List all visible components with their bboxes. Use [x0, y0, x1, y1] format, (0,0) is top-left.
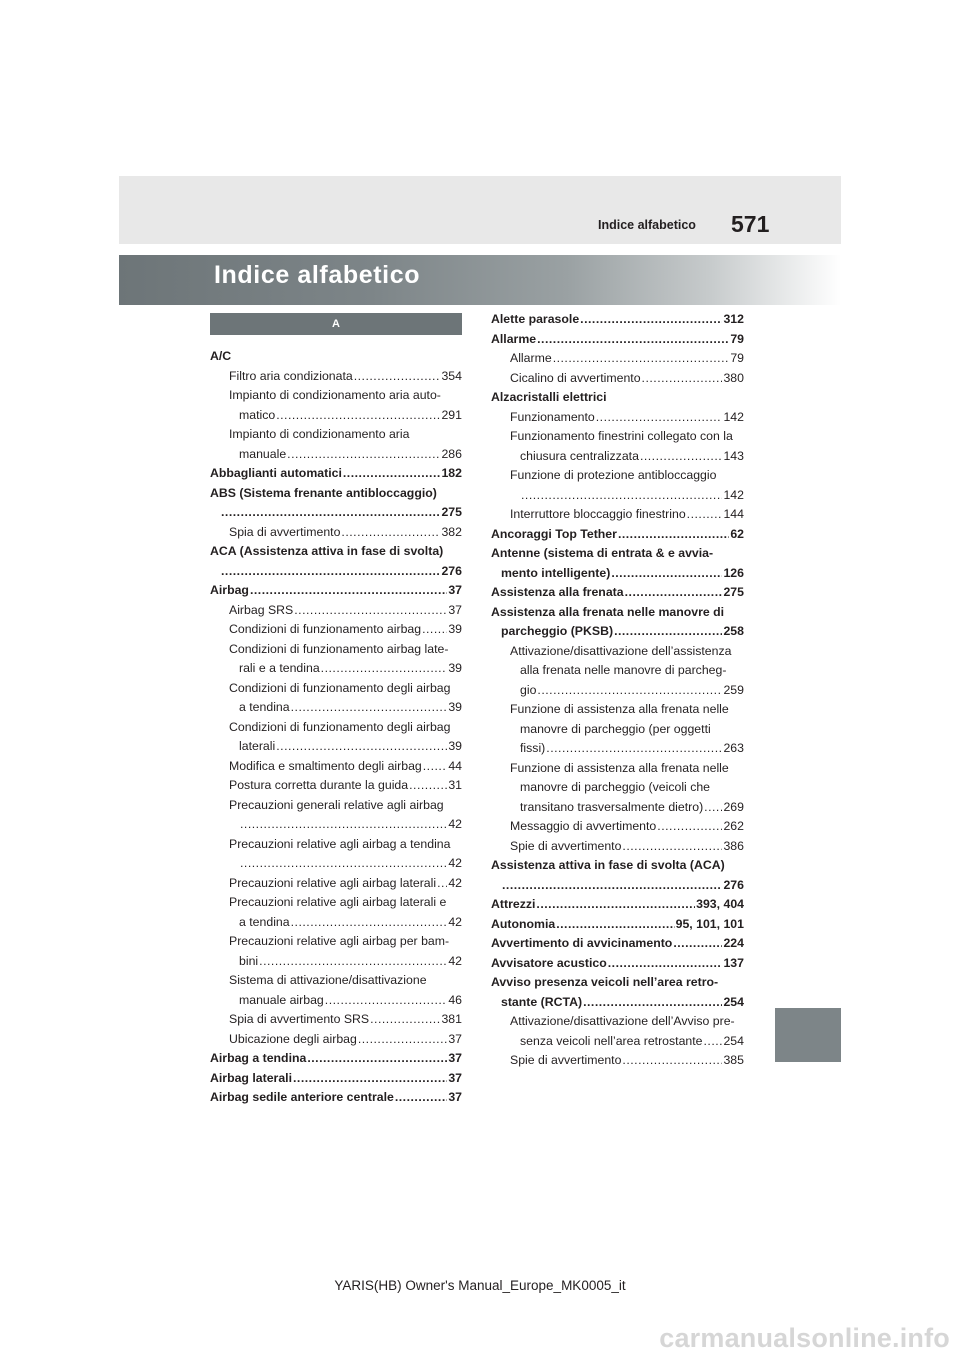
dot-leader [294, 601, 447, 621]
index-entry [491, 544, 744, 583]
index-entry-page: 42 [448, 875, 462, 890]
index-entry-page: 254 [723, 1033, 744, 1048]
index-entry [491, 369, 744, 389]
index-entry-page: 275 [441, 505, 462, 519]
index-entry-text: Messaggio di avvertimento [510, 819, 657, 833]
index-entry [210, 386, 462, 425]
index-entry-page: 381 [441, 1012, 462, 1026]
index-entry-page: 276 [723, 877, 744, 892]
index-entry [491, 837, 744, 857]
index-entry-page: 37 [448, 1090, 462, 1104]
dot-leader [556, 915, 674, 935]
dot-leader [583, 993, 722, 1013]
dot-leader [622, 1051, 722, 1071]
index-entry [491, 408, 744, 428]
page-number: 571 [731, 211, 770, 237]
index-entry-text: alla frenata nelle manovre di parcheg- [520, 663, 727, 677]
dot-leader [625, 583, 723, 603]
index-entry [210, 601, 462, 621]
index-entry-text: Avvisatore acustico [491, 955, 607, 970]
dot-leader [240, 854, 447, 874]
index-entry-text: Precauzioni relative agli airbag laterali e [229, 895, 447, 909]
index-entry [210, 796, 462, 835]
index-entry-page: 312 [723, 312, 744, 326]
index-entry-text: Attrezzi [491, 897, 536, 911]
index-entry-text: senza veicoli nell’area retrostante [520, 1033, 703, 1048]
index-entry-text: manuale airbag [239, 992, 324, 1007]
index-entry-page: 259 [723, 682, 744, 697]
index-entry-text: Alette parasole [491, 312, 580, 326]
index-entry [210, 1088, 462, 1108]
index-entry-page: 42 [448, 914, 462, 929]
index-entry-text: Interruttore bloccaggio finestrino [510, 507, 686, 521]
dot-leader [307, 1049, 447, 1069]
watermark: carmanualsonline.info [659, 1323, 950, 1353]
header-section-title: Indice alfabetico [598, 218, 696, 232]
index-entry-page: 42 [448, 856, 462, 870]
dot-leader [580, 310, 722, 330]
index-entry-page: 44 [448, 758, 462, 773]
dot-leader [537, 330, 729, 350]
dot-leader [250, 581, 447, 601]
index-entry-text: Spia di avvertimento [229, 524, 341, 539]
dot-leader [502, 876, 722, 896]
index-entry-page: 37 [448, 583, 462, 597]
index-entry-page: 143 [723, 448, 744, 463]
index-entry-page: 31 [448, 778, 462, 792]
index-entry-page: 37 [448, 1031, 462, 1046]
index-entry-page: 142 [723, 487, 744, 502]
index-entry [210, 1069, 462, 1089]
index-entry-text: gio [520, 682, 537, 697]
index-entry [491, 973, 744, 1012]
index-entry-text: Autonomia [491, 916, 556, 931]
index-entry-text: Funzionamento finestrini collegato con la [510, 429, 733, 443]
index-entry-text: Condizioni di funzionamento airbag [229, 622, 422, 636]
index-entry-text: Alzacristalli elettrici [491, 390, 607, 404]
index-entry-text: Airbag sedile anteriore centrale [210, 1090, 394, 1104]
index-entry-text: Airbag SRS [229, 602, 294, 617]
index-entry-text: Avvertimento di avvicinamento [491, 936, 673, 950]
index-entry-text: Modifica e smaltimento degli airbag [229, 758, 422, 773]
index-entry [491, 349, 744, 369]
dot-leader [354, 367, 441, 387]
dot-leader [657, 817, 722, 837]
index-entry [210, 620, 462, 640]
index-entry [491, 603, 744, 642]
index-entry-text: Spie di avvertimento [510, 838, 622, 853]
dot-leader [291, 698, 448, 718]
index-entry-text: transitano trasversalmente dietro) [520, 799, 704, 814]
dot-leader [614, 622, 722, 642]
index-entry [491, 388, 744, 408]
index-entry [491, 310, 744, 330]
index-entry [210, 893, 462, 932]
dot-leader [673, 934, 722, 954]
index-entry-page: 258 [723, 624, 744, 638]
index-entry-text: Condizioni di funzionamento degli airbag [229, 680, 451, 695]
index-entry [210, 1010, 462, 1030]
index-entry [491, 427, 744, 466]
index-entry [210, 347, 462, 367]
index-entry-text: Ubicazione degli airbag [229, 1031, 357, 1046]
index-entry-page: 39 [448, 622, 462, 636]
dot-leader [370, 1010, 440, 1030]
dot-leader [395, 1088, 447, 1108]
index-entry [210, 464, 462, 484]
index-entry-text: A/C [210, 349, 232, 363]
index-entry-page: 385 [723, 1053, 744, 1067]
index-entry-text: manuale [239, 446, 287, 461]
index-entry [210, 971, 462, 1010]
index-entry-page: 42 [448, 817, 462, 831]
dot-leader [622, 837, 722, 857]
index-entry [210, 484, 462, 523]
index-entry-text: parcheggio (PKSB) [501, 624, 614, 638]
index-entry-text: mento intelligente) [501, 565, 611, 580]
dot-leader [293, 1069, 447, 1089]
index-entry-page: 291 [441, 407, 462, 422]
dot-leader [546, 739, 722, 759]
index-entry-text: matico [239, 407, 276, 422]
dot-leader [596, 408, 723, 428]
index-entry [491, 505, 744, 525]
index-entry [491, 583, 744, 603]
index-entry-page: 79 [730, 331, 744, 346]
dot-leader [536, 895, 695, 915]
index-entry [491, 759, 744, 818]
dot-leader [221, 503, 440, 523]
index-entry-text: Filtro aria condizionata [229, 368, 353, 383]
index-entry [491, 466, 744, 505]
index-column-right [491, 310, 744, 1071]
index-entry-text: Precauzioni generali relative agli airbag [229, 797, 444, 812]
index-entry [491, 1012, 744, 1051]
dot-leader [611, 564, 722, 584]
index-entry [491, 817, 744, 837]
letter-header: A [210, 313, 462, 335]
footer-manual-name: YARIS(HB) Owner's Manual_Europe_MK0005_it [334, 1278, 626, 1293]
index-entry-page: 386 [723, 838, 744, 853]
index-entry [491, 895, 744, 915]
index-entry-text: fissi) [520, 741, 546, 755]
index-entry-page: 42 [448, 953, 462, 968]
index-entry-page: 224 [723, 936, 744, 950]
index-entry [210, 932, 462, 971]
dot-leader [276, 406, 440, 426]
dot-leader [553, 349, 730, 369]
index-entry-text: Assistenza alla frenata nelle manovre di [491, 604, 725, 619]
dot-leader [521, 486, 722, 506]
dot-leader [423, 757, 448, 777]
index-list-left [210, 347, 462, 1108]
index-entry-page: 144 [723, 507, 744, 521]
dot-leader [642, 369, 723, 389]
index-entry-page: 262 [723, 819, 744, 833]
index-entry [210, 367, 462, 387]
index-entry [491, 642, 744, 701]
index-entry-page: 79 [730, 351, 744, 365]
index-entry [210, 1049, 462, 1069]
dot-leader [687, 505, 723, 525]
index-entry [491, 700, 744, 759]
dot-leader [422, 620, 447, 640]
index-entry-page: 37 [448, 602, 462, 617]
page-title: Indice alfabetico [214, 261, 421, 289]
index-entry [491, 934, 744, 954]
index-entry-text: bini [239, 953, 259, 968]
index-entry-text: Condizioni di funzionamento degli airbag [229, 719, 451, 734]
index-entry-page: 95, 101, 101 [675, 916, 744, 931]
index-entry-text: manovre di parcheggio (per oggetti [520, 721, 711, 736]
index-entry-text: Assistenza alla frenata [491, 585, 624, 599]
index-entry-page: 37 [448, 1051, 462, 1065]
dot-leader [704, 1032, 723, 1052]
index-entry-text: a tendina [239, 700, 290, 714]
index-entry-text: Airbag a tendina [210, 1051, 307, 1065]
index-entry-text: Condizioni di funzionamento airbag late- [229, 641, 449, 656]
index-entry [491, 856, 744, 895]
index-entry-text: chiusura centralizzata [520, 448, 639, 463]
index-entry-text: Ancoraggi Top Tether [491, 526, 617, 541]
index-entry-text: ACA (Assistenza attiva in fase di svolta) [210, 544, 444, 558]
index-entry [210, 581, 462, 601]
index-entry-text: Cicalino di avvertimento [510, 370, 641, 385]
index-entry-text: Impianto di condizionamento aria auto- [229, 388, 441, 402]
dot-leader [291, 913, 448, 933]
index-entry-page: 393, 404 [696, 897, 744, 911]
index-entry-text: Funzionamento [510, 409, 595, 424]
index-entry-text: Funzione di protezione antibloccaggio [510, 468, 717, 482]
index-entry [210, 679, 462, 718]
dot-leader [537, 681, 722, 701]
index-side-tab [775, 1008, 841, 1062]
dot-leader [618, 525, 729, 545]
index-entry-page: 142 [723, 409, 744, 424]
index-entry-page: 182 [441, 466, 462, 480]
index-entry-text: stante (RCTA) [501, 994, 583, 1009]
index-entry [210, 640, 462, 679]
index-entry [210, 757, 462, 777]
index-entry-page: 276 [441, 563, 462, 578]
index-entry-text: Allarme [510, 351, 552, 365]
index-entry [491, 915, 744, 935]
index-entry-page: 254 [723, 994, 744, 1009]
index-entry-text: Airbag laterali [210, 1070, 293, 1085]
dot-leader [240, 815, 447, 835]
index-entry-text: Assistenza attiva in fase di svolta (ACA) [491, 858, 725, 872]
index-entry [210, 1030, 462, 1050]
index-entry-text: Abbaglianti automatici [210, 466, 342, 480]
dot-leader [259, 952, 447, 972]
index-entry-page: 263 [723, 741, 744, 755]
index-entry-page: 46 [448, 992, 462, 1007]
dot-leader [343, 464, 441, 484]
dot-leader [358, 1030, 447, 1050]
index-entry-page: 62 [730, 526, 744, 541]
dot-leader [704, 798, 722, 818]
index-entry-page: 137 [723, 955, 744, 970]
index-entry-text: ABS (Sistema frenante antibloccaggio) [210, 485, 437, 500]
dot-leader [608, 954, 723, 974]
index-list-right [491, 310, 744, 1071]
index-entry-text: a tendina [239, 914, 290, 929]
dot-leader [276, 737, 447, 757]
index-entry-text: Postura corretta durante la guida [229, 778, 409, 792]
index-entry-page: 126 [723, 565, 744, 580]
index-entry-text: Impianto di condizionamento aria [229, 427, 410, 441]
index-entry [210, 523, 462, 543]
index-entry-text: Avviso presenza veicoli nell’area retro- [491, 975, 719, 989]
index-entry [491, 954, 744, 974]
index-entry-page: 382 [441, 524, 462, 539]
index-entry-page: 269 [723, 799, 744, 814]
index-entry-page: 286 [441, 446, 462, 461]
index-entry-text: Precauzioni relative agli airbag a tendina [229, 836, 451, 851]
index-entry-page: 39 [448, 700, 462, 714]
index-entry-text: Precauzioni relative agli airbag per bam- [229, 934, 450, 948]
index-entry-page: 380 [723, 370, 744, 385]
index-entry [210, 718, 462, 757]
index-entry-page: 39 [448, 739, 462, 753]
index-entry [210, 542, 462, 581]
index-entry-text: manovre di parcheggio (veicoli che [520, 780, 711, 794]
index-entry-text: Spie di avvertimento [510, 1053, 622, 1067]
index-entry-text: Funzione di assistenza alla frenata nelle [510, 760, 729, 775]
dot-leader [409, 776, 447, 796]
index-entry-text: Precauzioni relative agli airbag laterali [229, 875, 437, 890]
index-entry [210, 835, 462, 874]
index-entry-page: 37 [448, 1070, 462, 1085]
dot-leader [325, 991, 448, 1011]
index-entry-text: Allarme [491, 331, 537, 346]
index-entry-text: Attivazione/disattivazione dell’assistenza [510, 643, 732, 658]
index-entry-page: 39 [448, 661, 462, 675]
index-entry-text: Funzione di assistenza alla frenata nelle [510, 702, 729, 716]
index-entry-text: Attivazione/disattivazione dell’Avviso pre- [510, 1014, 735, 1028]
index-entry [491, 1051, 744, 1071]
dot-leader [341, 523, 440, 543]
index-entry-page: 275 [723, 585, 744, 599]
index-entry-text: Airbag [210, 583, 249, 597]
index-entry [210, 874, 462, 894]
dot-leader [437, 874, 447, 894]
dot-leader [221, 562, 440, 582]
index-entry [491, 330, 744, 350]
dot-leader [640, 447, 723, 467]
index-entry-text: laterali [239, 739, 276, 753]
dot-leader [287, 445, 440, 465]
index-entry [210, 776, 462, 796]
index-column-left [210, 313, 462, 1108]
index-entry-text: Sistema di attivazione/disattivazione [229, 973, 427, 987]
index-entry-text: Antenne (sistema di entrata & e avvia- [491, 546, 714, 560]
index-entry [210, 425, 462, 464]
index-entry [491, 525, 744, 545]
index-entry-page: 354 [441, 368, 462, 383]
dot-leader [321, 659, 448, 679]
index-entry-text: rali e a tendina [239, 661, 320, 675]
index-entry-text: Spia di avvertimento SRS [229, 1012, 370, 1026]
